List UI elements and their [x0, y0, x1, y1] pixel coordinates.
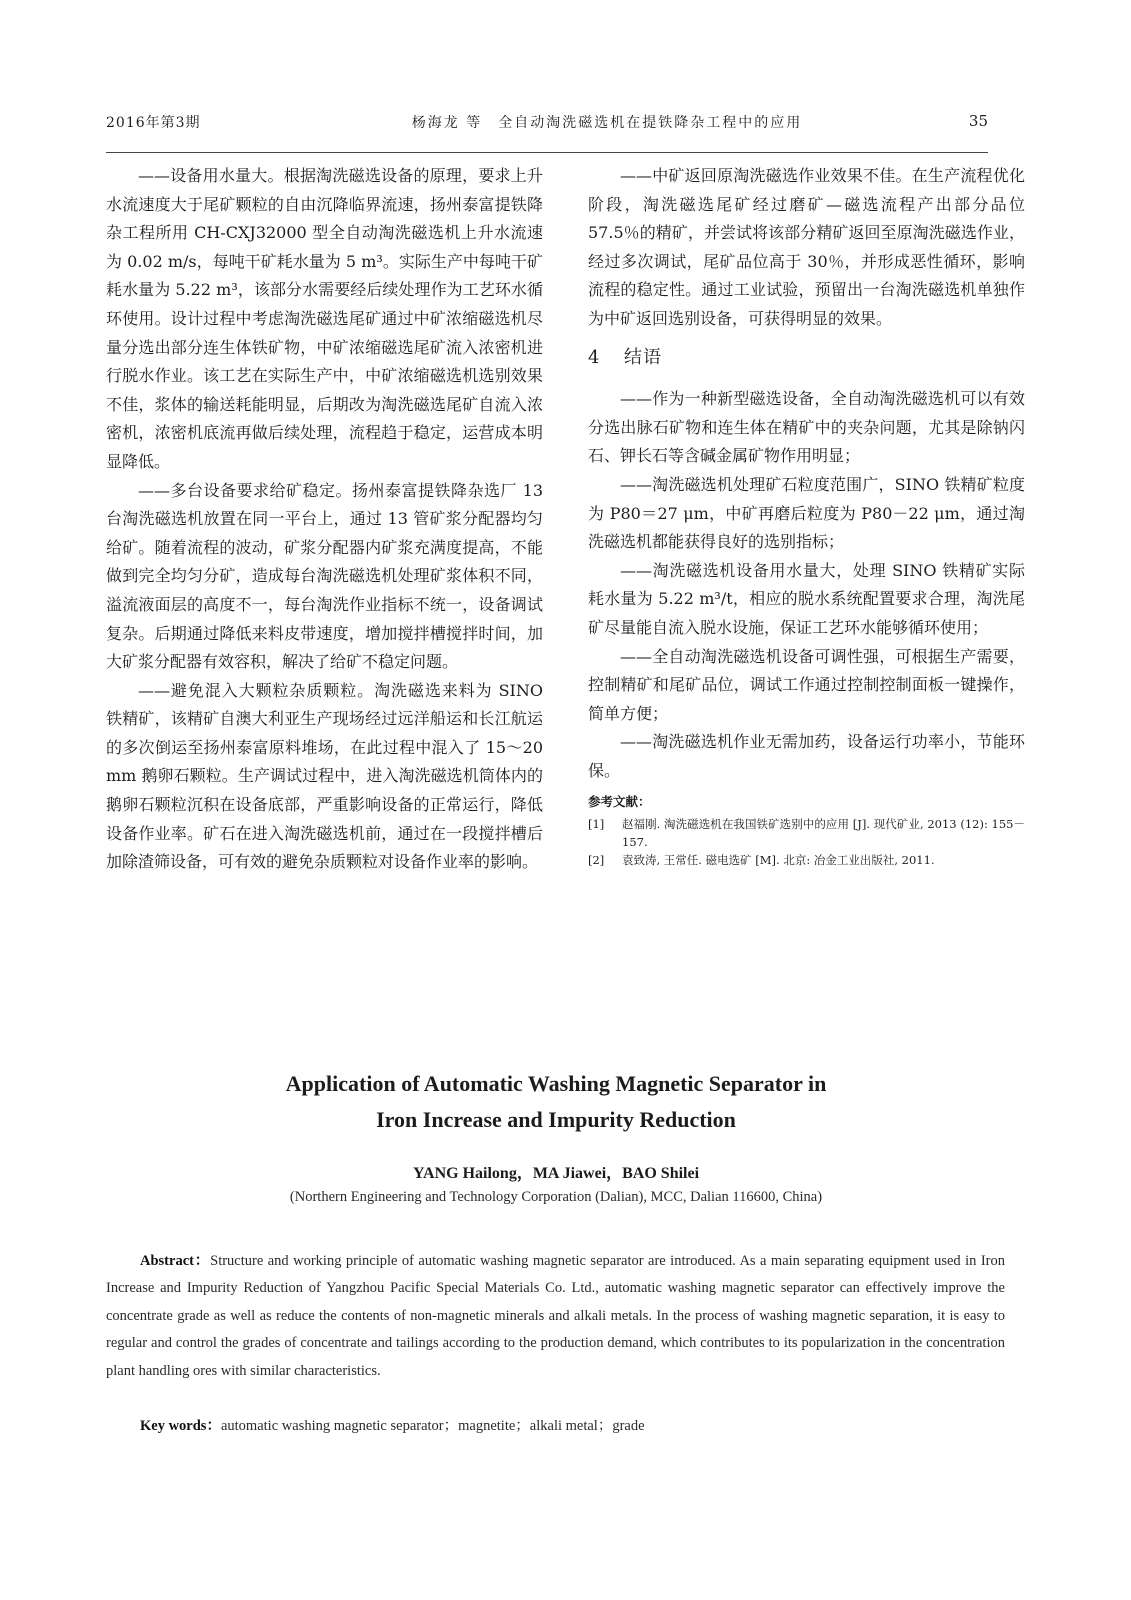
paragraph-middlings-return: ——中矿返回原淘洗磁选作业效果不佳。在生产流程优化阶段，淘洗磁选尾矿经过磨矿—磁选流程产出部分品位 57.5％的精矿，并尝试将该部分精矿返回至原淘洗磁选作业，经过多次调试，尾矿品位高于 30％，并形成恶性循环，影响流程的稳定性。通过工业试验，预留出一台淘洗磁选机单独作为中矿返回选别设备，可获得明显的效果。: [588, 166, 1025, 328]
english-title-line: Application of Automatic Washing Magnetic Separator in: [285, 1071, 827, 1096]
english-authors: YANG Hailong，MA Jiawei，BAO Shilei: [412, 1165, 700, 1182]
section-title: 结语: [624, 346, 662, 368]
abstract-label: Abstract：: [140, 1253, 211, 1269]
reference-number: [1]: [588, 817, 605, 832]
keywords-text: automatic washing magnetic separator；magnetite；alkali metal；grade: [220, 1418, 645, 1434]
right-column: [588, 162, 1025, 869]
running-header: [106, 106, 988, 153]
conclusion-item: ——作为一种新型磁选设备，全自动淘洗磁选机可以有效分选出脉石矿物和连生体在精矿中的夹杂问题，尤其是除钠闪石、钾长石等含碱金属矿物作用明显；: [588, 389, 1025, 466]
reference-item: [588, 851, 1025, 869]
page-number: 35: [968, 112, 988, 130]
abstract-text: Structure and working principle of automatic washing magnetic separator are introduced. As a main separating equipment used in Iron Increase and Impurity Reduction of Yangzhou Pacific Special Materials Co. Ltd., automatic washing magnetic separator can effectively improve the concentrate grade as well as reduce the contents of non-magnetic minerals and alkali metals. In the process of washing magnetic separation, it is easy to regular and control the grades of concentrate and tailings according to the production demand, which contributes to its popularization in the concentration plant handling ores with similar characteristics.: [106, 1253, 1005, 1379]
english-keywords: [140, 1413, 1005, 1440]
running-title: 杨海龙 等 全自动淘洗磁选机在提铁降杂工程中的应用: [411, 115, 803, 131]
conclusion-item: ——全自动淘洗磁选机设备可调性强，可根据生产需要，控制精矿和尾矿品位，调试工作通过控制控制面板一键操作，简单方便；: [588, 646, 1025, 723]
english-title: [106, 1066, 1006, 1138]
journal-issue: 2016年第3期: [106, 115, 201, 131]
paragraph-stable-feeding: ——多台设备要求给矿稳定。扬州泰富提铁降杂选厂 13 台淘洗磁选机放置在同一平台上，通过 13 管矿浆分配器均匀给矿。随着流程的波动，矿浆分配器内矿浆充满度提高，不能做到完全均匀分矿，造成每台淘洗磁选机处理矿浆体积不同，溢流液面层的高度不一，每台淘洗作业指标不统一，设备调试复杂。后期通过降低来料皮带速度，增加搅拌槽搅拌时间，加大矿浆分配器有效容积，解决了给矿不稳定问题。: [106, 480, 543, 672]
conclusion-item: ——淘洗磁选机处理矿石粒度范围广，SINO 铁精矿粒度为 P80＝27 μm，中矿再磨后粒度为 P80－22 μm，通过淘洗磁选机都能获得良好的选别指标；: [588, 474, 1025, 552]
conclusion-item: ——淘洗磁选机设备用水量大，处理 SINO 铁精矿实际耗水量为 5.22 m³/t，相应的脱水系统配置要求合理，淘洗尾矿尽量能自流入脱水设施，保证工艺环水能够循环使用；: [588, 560, 1025, 637]
section-number: 4: [588, 346, 601, 368]
english-affiliation: (Northern Engineering and Technology Corporation (Dalian), MCC, Dalian 116600, China): [289, 1189, 823, 1205]
english-title-line: Iron Increase and Impurity Reduction: [376, 1107, 736, 1132]
section-heading-conclusion: [588, 344, 1025, 373]
left-column: [106, 162, 543, 877]
references-heading: 参考文献：: [588, 794, 651, 810]
reference-text: 袁致涛, 王常任. 磁电选矿 [M]. 北京: 冶金工业出版社, 2011.: [622, 853, 935, 868]
reference-number: [2]: [588, 853, 605, 868]
keywords-label: Key words：: [140, 1418, 221, 1434]
paragraph-water-consumption: ——设备用水量大。根据淘洗磁选设备的原理，要求上升水流速度大于尾矿颗粒的自由沉降临界流速，扬州泰富提铁降杂工程所用 CH-CXJ32000 型全自动淘洗磁选机上升水流速为 0.02 m/s，每吨干矿耗水量为 5 m³。实际生产中每吨干矿耗水量为 5.22 m³，该部分水需要经后续处理作为工艺环水循环使用。设计过程中考虑淘洗磁选尾矿通过中矿浓缩磁选机尽量分选出部分连生体铁矿物，中矿浓缩磁选尾矿流入浓密机进行脱水作业。该工艺在实际生产中，中矿浓缩磁选机选别效果不佳，浆体的输送耗能明显，后期改为淘洗磁选尾矿自流入浓密机，浓密机底流再做后续处理，流程趋于稳定，运营成本明显降低。: [106, 166, 543, 471]
paragraph-avoid-impurities: ——避免混入大颗粒杂质颗粒。淘洗磁选来料为 SINO 铁精矿，该精矿自澳大利亚生产现场经过远洋船运和长江航运的多次倒运至扬州泰富原料堆场，在此过程中混入了 15～20 mm 鹅卵石颗粒。生产调试过程中，进入淘洗磁选机筒体内的鹅卵石颗粒沉积在设备底部，严重影响设备的正常运行，降低设备作业率。矿石在进入淘洗磁选机前，通过在一段搅拌槽后加除渣筛设备，可有效的避免杂质颗粒对设备作业率的影响。: [106, 680, 543, 872]
english-abstract: [106, 1248, 1005, 1385]
reference-item: [588, 815, 1025, 851]
conclusion-item: ——淘洗磁选机作业无需加药，设备运行功率小，节能环保。: [588, 732, 1025, 780]
reference-text: 赵福刚. 淘洗磁选机在我国铁矿选别中的应用 [J]. 现代矿业, 2013 (12): 155－157.: [622, 817, 1025, 850]
